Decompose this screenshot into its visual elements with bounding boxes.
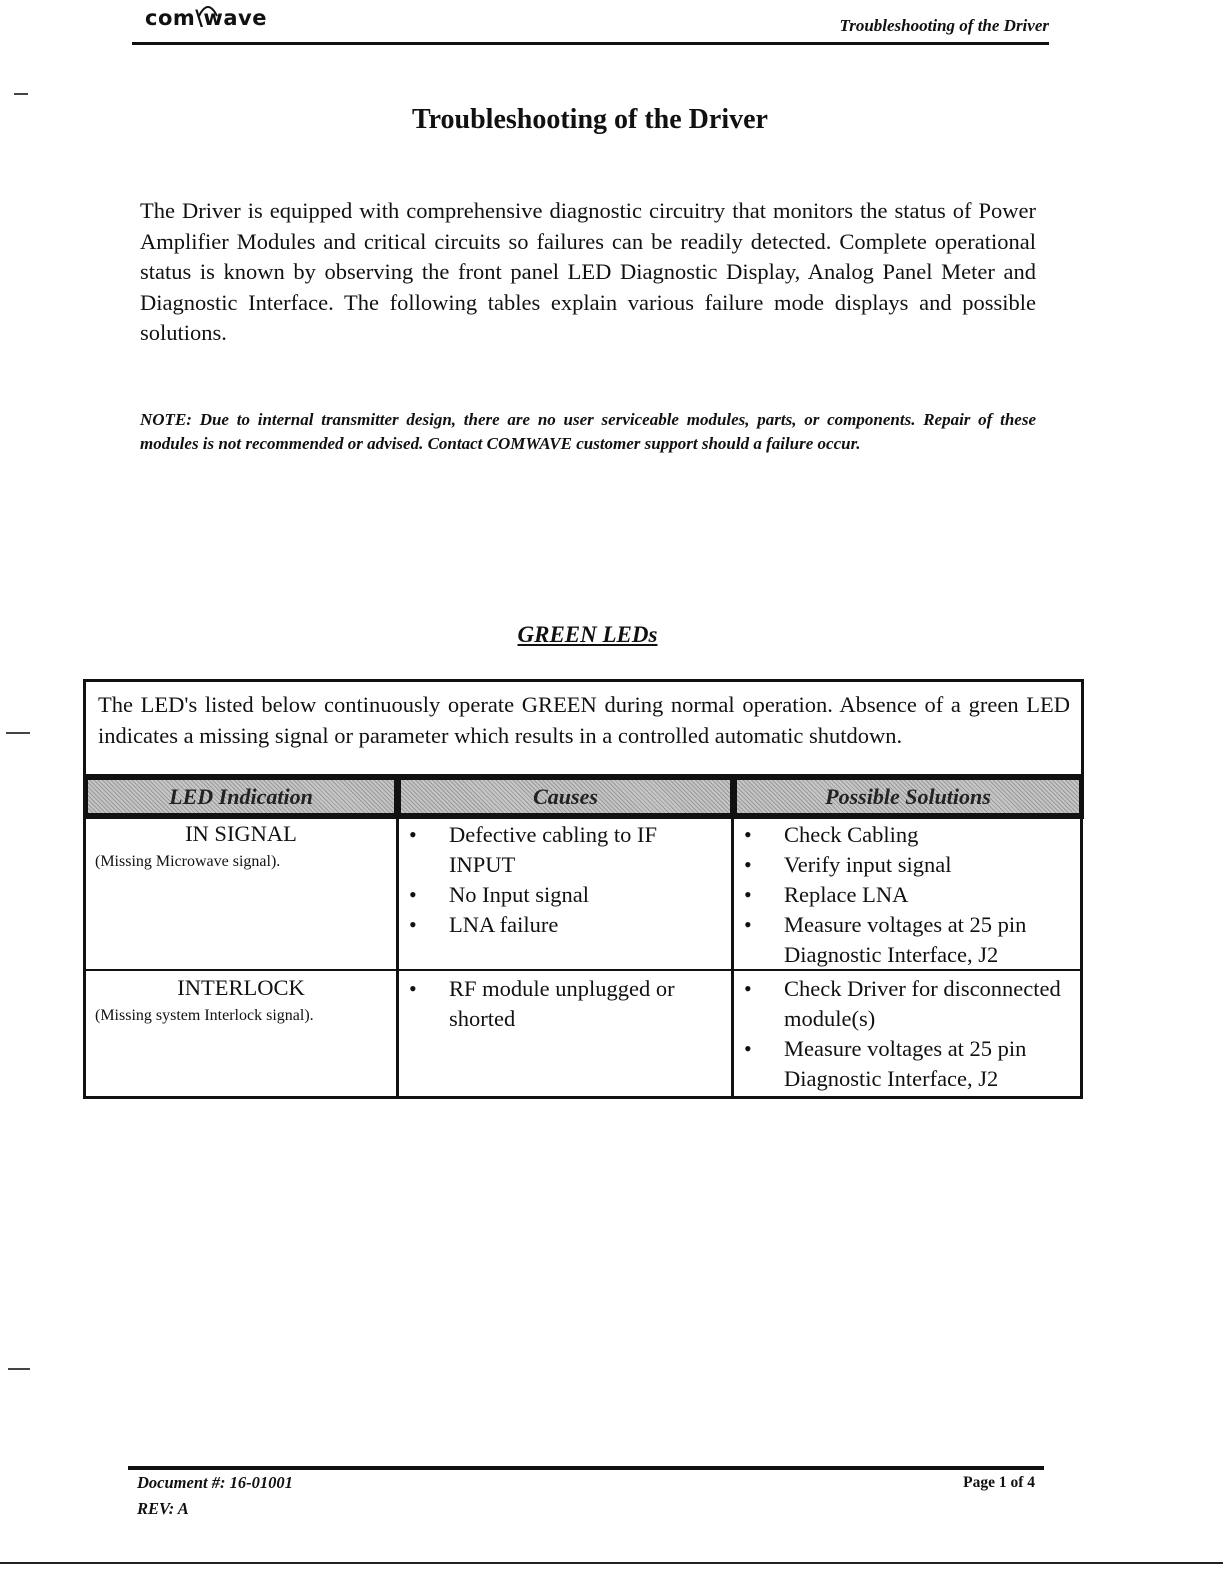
table-border-right [1080, 819, 1083, 1099]
list-item: • Check Driver for disconnected module(s) [734, 974, 1069, 1034]
scan-mark [6, 732, 30, 734]
document-number: Document #: 16-01001 [137, 1473, 293, 1492]
led-description: (Missing Microwave signal). [95, 853, 281, 870]
table-intro-box [83, 679, 1084, 777]
intro-paragraph: The Driver is equipped with comprehensive diagnostic circuitry that monitors the status of Power Amplifier Modules and critical circuits so failures can be readily detected. Complete operational status is known by observing the front panel LED Diagnostic Display, Analog Panel Meter and Diagnostic Interface. The following tables explain various failure mode displays and possible solutions. [140, 198, 1036, 345]
running-header-title: Troubleshooting of the Driver [839, 16, 1049, 35]
revision: REV: A [137, 1499, 189, 1518]
comwave-logo: com\wave [145, 6, 267, 30]
logo-arc-icon [193, 0, 223, 44]
list-item: • No Input signal [399, 880, 719, 910]
header-possible-solutions: Possible Solutions [737, 780, 1079, 813]
solutions-list [734, 820, 1069, 970]
led-name: INTERLOCK [177, 975, 305, 1000]
table-intro-text: The LED's listed below continuously operate GREEN during normal operation. Absence of a green LED indicates a missing signal or parameter which results in a controlled automatic shutdown. [98, 692, 1070, 748]
list-item: • Verify input signal [734, 850, 1069, 880]
header-causes: Causes [401, 780, 730, 813]
solutions-list [734, 974, 1069, 1094]
scan-mark [14, 93, 28, 95]
table-border-bottom [83, 1096, 1083, 1099]
led-description: (Missing system Interlock signal). [95, 1007, 314, 1024]
page-number: Page 1 of 4 [963, 1474, 1035, 1491]
list-item: • Measure voltages at 25 pin Diagnostic Interface, J2 [734, 910, 1069, 970]
page-title: Troubleshooting of the Driver [412, 104, 768, 135]
led-name: IN SIGNAL [185, 821, 297, 846]
list-item: • Defective cabling to IF INPUT [399, 820, 719, 880]
list-item: • Replace LNA [734, 880, 1069, 910]
list-item: • Measure voltages at 25 pin Diagnostic Interface, J2 [734, 1034, 1069, 1094]
causes-list [399, 820, 719, 940]
list-item: • LNA failure [399, 910, 719, 940]
scan-edge-line [0, 1562, 1223, 1564]
list-item: • RF module unplugged or shorted [399, 974, 719, 1034]
header-led-indication: LED Indication [88, 780, 394, 813]
section-heading-green-leds: GREEN LEDs [517, 622, 658, 647]
note-paragraph: NOTE: Due to internal transmitter design, there are no user serviceable modules, parts, or components. Repair of these modules is not recommended or advised. Contact COMWAVE customer support should a failure occur. [140, 410, 1036, 453]
list-item: • Check Cabling [734, 820, 1069, 850]
footer-rule [128, 1466, 1044, 1470]
table-border-left [83, 819, 86, 1099]
header-rule [132, 42, 1049, 45]
causes-list [399, 974, 719, 1034]
table-header-row [83, 775, 1084, 819]
green-led-table [83, 679, 1084, 1099]
scan-mark [8, 1368, 30, 1370]
